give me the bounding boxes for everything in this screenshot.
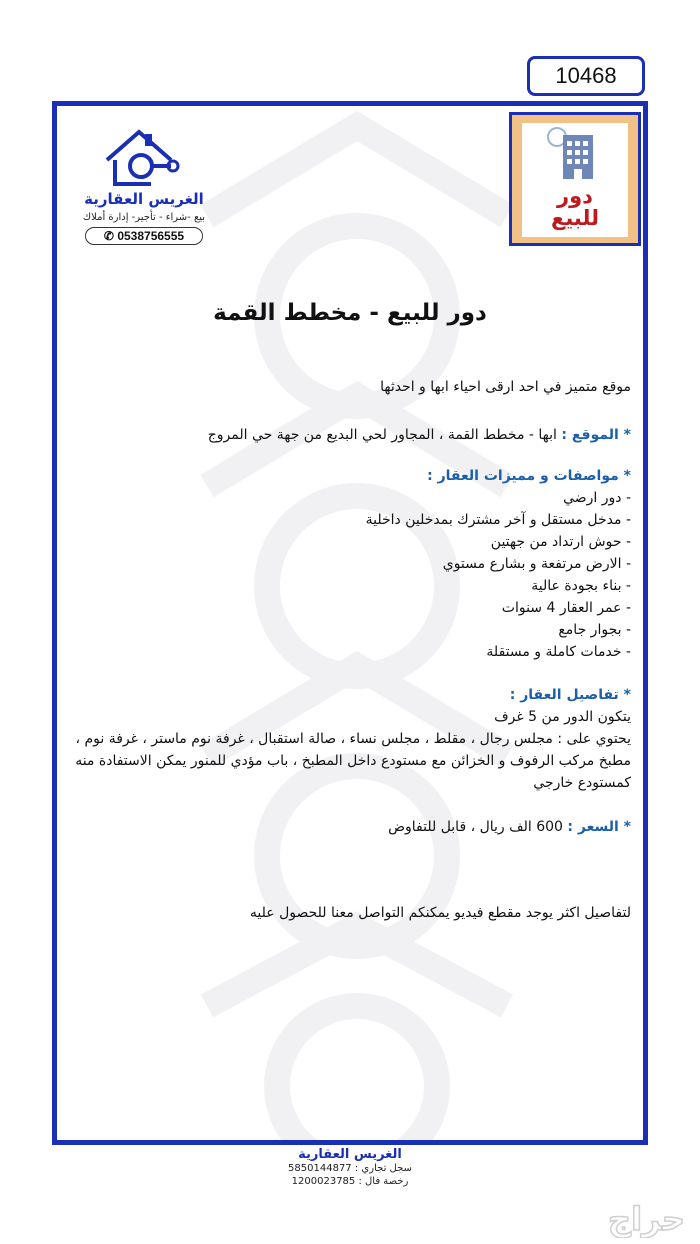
- logo-tagline: بيع -شراء - تأجير- إدارة أملاك: [82, 212, 206, 223]
- features-list: [65, 487, 631, 663]
- details-label: * تفاصيل العقار :: [509, 687, 631, 703]
- location-line: [65, 424, 631, 446]
- feature-item: - خدمات كاملة و مستقلة: [486, 644, 631, 660]
- logo-name: الغريس العقارية: [84, 190, 204, 208]
- feature-item: - الارض مرتفعة و بشارع مستوي: [442, 556, 631, 572]
- haraj-watermark-logo: [520, 1200, 690, 1238]
- footer-cr-value: 5850144877: [288, 1163, 352, 1174]
- closing-text: لتفاصيل اكثر يوجد مقطع فيديو يمكنكم التواصل معنا للحصول عليه: [249, 905, 631, 921]
- badge-line2: للبيع: [551, 206, 599, 230]
- features-section: [65, 465, 631, 663]
- feature-item: - دور ارضي: [563, 490, 631, 506]
- location-label: * الموقع :: [561, 427, 631, 443]
- price-line: [65, 816, 631, 838]
- badge-text: [522, 185, 628, 229]
- features-label: * مواصفات و مميزات العقار :: [427, 468, 631, 484]
- price-label: * السعر :: [567, 819, 631, 835]
- feature-item: - عمر العقار 4 سنوات: [501, 600, 631, 616]
- feature-item: - بناء بجودة عالية: [531, 578, 631, 594]
- footer: [0, 1147, 700, 1188]
- feature-item: - حوش ارتداد من جهتين: [490, 534, 631, 550]
- footer-cr: [0, 1162, 700, 1175]
- details-section: [65, 684, 631, 794]
- feature-item: - مدخل مستقل و آخر مشترك بمدخلين داخلية: [365, 512, 631, 528]
- footer-license-label: رخصة فال :: [358, 1176, 409, 1187]
- building-icon: [545, 127, 605, 181]
- details-rooms: يتكون الدور من 5 غرف: [494, 709, 631, 725]
- haraj-watermark-text: حراج: [608, 1200, 685, 1238]
- footer-license-value: 1200023785: [291, 1176, 356, 1187]
- intro-text: موقع متميز في احد ارقى احياء ابها و احدثها: [380, 379, 631, 395]
- for-sale-badge: [509, 112, 641, 246]
- listing-title: دور للبيع - مخطط القمة: [213, 300, 487, 326]
- feature-item: - بجوار جامع: [558, 622, 631, 638]
- location-value: ابها - مخطط القمة ، المجاور لحي البديع من جهة حي المروج: [207, 427, 557, 443]
- house-key-icon: [101, 126, 181, 190]
- company-logo: [79, 126, 209, 246]
- footer-company-name: الغريس العقارية: [298, 1147, 402, 1162]
- phone-icon: ✆: [103, 229, 114, 243]
- logo-phone: [85, 227, 203, 245]
- price-value: 600 الف ريال ، قابل للتفاوض: [388, 819, 563, 835]
- badge-line1: دور: [557, 184, 593, 208]
- listing-card: [52, 101, 648, 1145]
- footer-license: [0, 1175, 700, 1188]
- listing-number: 10468: [527, 56, 645, 96]
- footer-cr-label: سجل تجاري :: [354, 1163, 412, 1174]
- logo-phone-number: 0538756555: [117, 229, 185, 243]
- details-contents: يحتوي على : مجلس رجال ، مقلط ، مجلس نساء ، صالة استقبال ، غرفة نوم ماستر ، غرفة نوم ، مطبخ مركب الرفوف و الخزائن مع مستودع داخل المطبخ ، باب مؤدي للمنور يمكن الاستفادة منه كمستودع خارجي: [75, 731, 631, 791]
